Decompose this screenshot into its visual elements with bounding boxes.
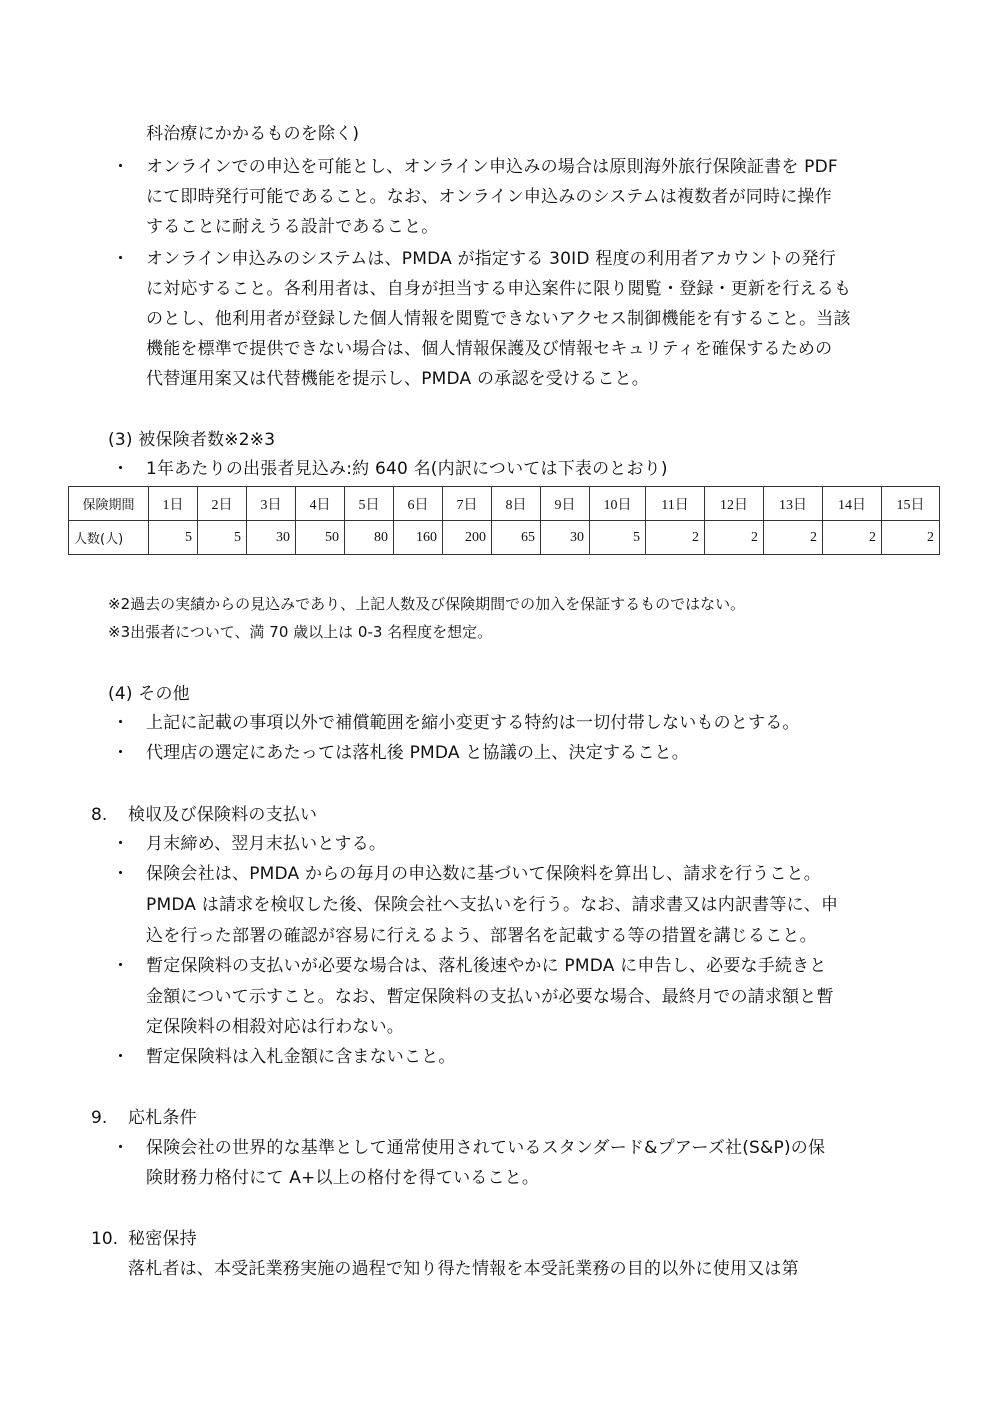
section-4-bullet-1: 上記に記載の事項以外で補償範囲を縮小変更する特約は一切付帯しないものとする。 (146, 713, 800, 733)
section-9-title: 応札条件 (128, 1108, 197, 1128)
online-bullet-2-line-3: のとし、他利用者が登録した個人情報を閲覧できないアクセス制御機能を有すること。当該 (146, 309, 851, 329)
period-cell: 10日 (590, 487, 646, 521)
period-cell: 11日 (646, 487, 705, 521)
count-cell: 200 (443, 521, 492, 555)
period-cell: 13日 (764, 487, 823, 521)
row-label-count: 人数(人) (69, 521, 149, 555)
section-8-title: 検収及び保険料の支払い (128, 805, 318, 825)
section-8-bullet-3-line-2: 金額について示すこと。なお、暫定保険料の支払いが必要な場合、最終月での請求額と暫 (146, 987, 834, 1007)
section-8-number: 8. (91, 805, 108, 825)
period-cell: 12日 (705, 487, 764, 521)
count-cell: 65 (492, 521, 541, 555)
count-cell: 50 (296, 521, 345, 555)
period-cell: 6日 (394, 487, 443, 521)
count-cell: 160 (394, 521, 443, 555)
section-8-bullet-2-line-2: PMDA は請求を検収した後、保険会社へ支払いを行う。なお、請求書又は内訳書等に、申 (146, 895, 839, 915)
bullet-mark: ・ (112, 1138, 129, 1158)
count-cell: 5 (590, 521, 646, 555)
online-bullet-2-line-4: 機能を標準で提供できない場合は、個人情報保護及び情報セキュリティを確保するための (146, 339, 833, 359)
period-cell: 3日 (247, 487, 296, 521)
count-cell: 30 (247, 521, 296, 555)
count-cell: 30 (541, 521, 590, 555)
continuation-text: 科治療にかかるものを除く) (146, 124, 360, 144)
period-cell: 4日 (296, 487, 345, 521)
count-cell: 2 (705, 521, 764, 555)
bullet-mark: ・ (112, 1047, 129, 1067)
period-cell: 8日 (492, 487, 541, 521)
bullet-mark: ・ (112, 864, 129, 884)
bullet-mark: ・ (112, 459, 129, 479)
period-cell: 9日 (541, 487, 590, 521)
bullet-mark: ・ (112, 713, 129, 733)
footnote-3: ※3出張者について、満 70 歳以上は 0-3 名程度を想定。 (108, 623, 493, 641)
section-10-number: 10. (91, 1229, 119, 1249)
table-row-counts (69, 521, 940, 555)
online-bullet-2-line-1: オンライン申込みのシステムは、PMDA が指定する 30ID 程度の利用者アカウントの発行 (146, 249, 836, 269)
table-row-periods (69, 487, 940, 521)
section-8-bullet-1-line-1: 月末締め、翌月末払いとする。 (146, 834, 387, 854)
online-bullet-2-line-2: に対応すること。各利用者は、自身が担当する申込案件に限り閲覧・登録・更新を行えるも (146, 279, 852, 299)
online-bullet-2-line-5: 代替運用案又は代替機能を提示し、PMDA の承認を受けること。 (146, 369, 649, 389)
section-8-bullet-3-line-3: 定保険料の相殺対応は行わない。 (146, 1017, 404, 1037)
count-cell: 2 (764, 521, 823, 555)
count-cell: 2 (882, 521, 940, 555)
online-bullet-1-line-2: にて即時発行可能であること。なお、オンライン申込みのシステムは複数者が同時に操作 (146, 187, 832, 207)
online-bullet-1-line-3: することに耐えうる設計であること。 (146, 217, 439, 237)
section-9-number: 9. (91, 1108, 108, 1128)
row-label-period: 保険期間 (69, 487, 149, 521)
section-9-bullet-1-line-2: 険財務力格付にて A+以上の格付を得ていること。 (146, 1168, 540, 1188)
section-10-body: 落札者は、本受託業務実施の過程で知り得た情報を本受託業務の目的以外に使用又は第 (128, 1259, 799, 1279)
section-8-bullet-3-line-1: 暫定保険料の支払いが必要な場合は、落札後速やかに PMDA に申告し、必要な手続きと (146, 956, 827, 976)
section-8-bullet-2-line-1: 保険会社は、PMDA からの毎月の申込数に基づいて保険料を算出し、請求を行うこと。 (146, 864, 821, 884)
count-cell: 5 (198, 521, 247, 555)
bullet-mark: ・ (112, 157, 129, 177)
online-bullet-1-line-1: オンラインでの申込を可能とし、オンライン申込みの場合は原則海外旅行保険証書を PDF (146, 157, 838, 177)
period-cell: 1日 (149, 487, 198, 521)
bullet-mark: ・ (112, 249, 129, 269)
period-cell: 15日 (882, 487, 940, 521)
bullet-mark: ・ (112, 743, 129, 763)
section-10-title: 秘密保持 (128, 1229, 197, 1249)
section-4-bullet-2: 代理店の選定にあたっては落札後 PMDA と協議の上、決定すること。 (146, 743, 689, 763)
section-3-heading: (3) 被保険者数※2※3 (108, 430, 276, 450)
count-cell: 80 (345, 521, 394, 555)
insured-count-table (68, 486, 940, 555)
period-cell: 2日 (198, 487, 247, 521)
period-cell: 7日 (443, 487, 492, 521)
section-8-bullet-2-line-3: 込を行った部署の確認が容易に行えるよう、部署名を記載する等の措置を講じること。 (146, 926, 817, 946)
count-cell: 2 (646, 521, 705, 555)
section-4-heading: (4) その他 (108, 684, 190, 704)
count-cell: 5 (149, 521, 198, 555)
section-9-bullet-1-line-1: 保険会社の世界的な基準として通常使用されているスタンダード&プアーズ社(S&P)の保 (146, 1138, 826, 1158)
bullet-mark: ・ (112, 956, 129, 976)
section-3-bullet: 1年あたりの出張者見込み:約 640 名(内訳については下表のとおり) (146, 459, 668, 479)
count-cell: 2 (823, 521, 882, 555)
period-cell: 14日 (823, 487, 882, 521)
bullet-mark: ・ (112, 834, 129, 854)
section-8-bullet-4-line-1: 暫定保険料は入札金額に含まないこと。 (146, 1047, 456, 1067)
footnote-2: ※2過去の実績からの見込みであり、上記人数及び保険期間での加入を保証するものではない。 (108, 595, 746, 613)
period-cell: 5日 (345, 487, 394, 521)
